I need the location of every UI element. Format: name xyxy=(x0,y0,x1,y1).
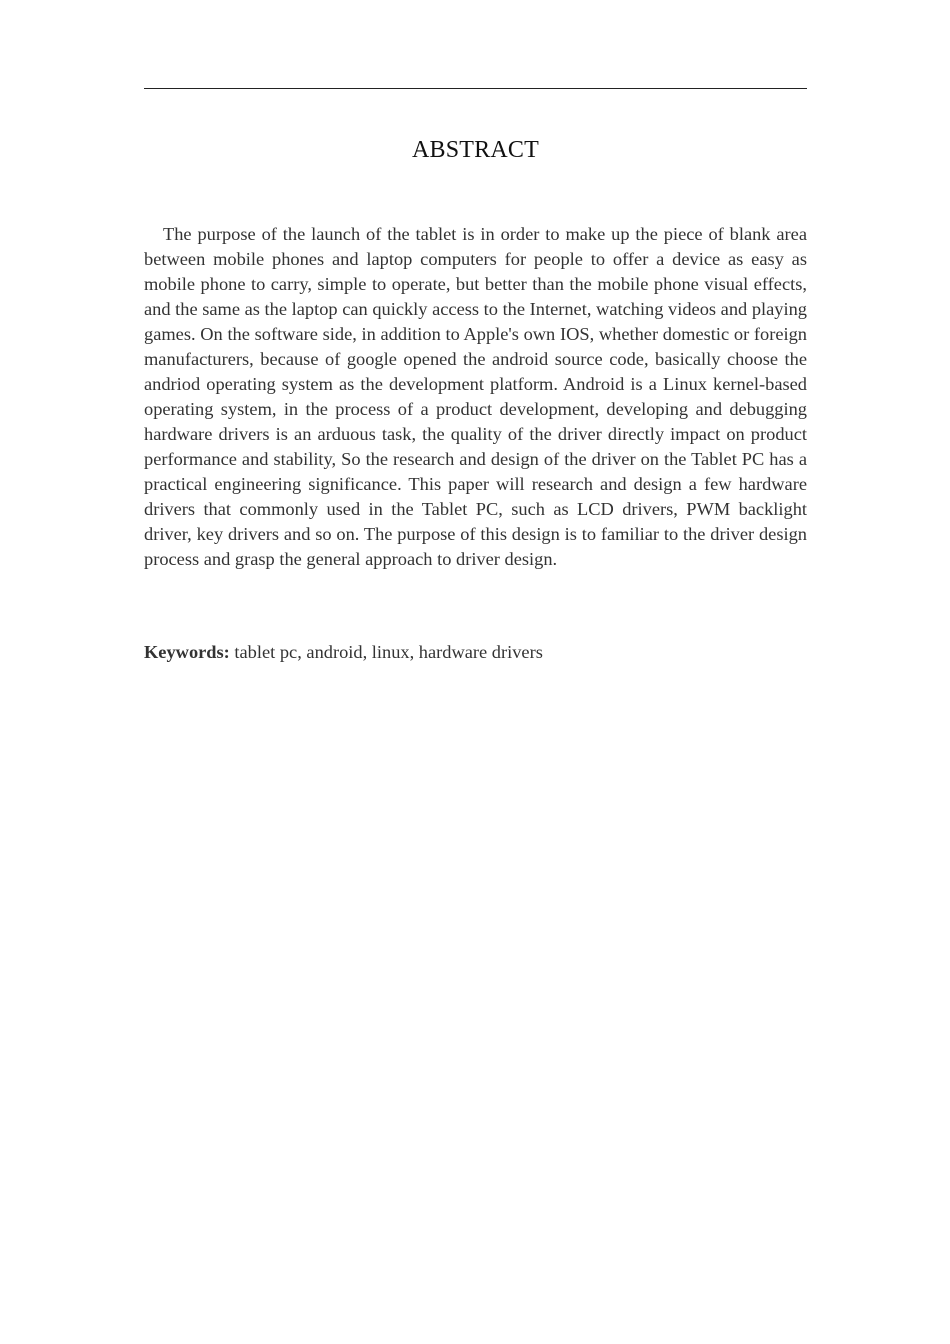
abstract-paragraph: The purpose of the launch of the tablet is in order to make up the piece of blank area between mobile phones and laptop computers for people to offer a device as easy as mobile phone to carry, simple to operate, but better than the mobile phone visual effects, and the same as the laptop can quickly access to the Internet, watching videos and playing games. On the software side, in addition to Apple's own IOS, whether domestic or foreign manufacturers, because of google opened the android source code, basically choose the andriod operating system as the development platform. Android is a Linux kernel-based operating system, in the process of a product development, developing and debugging hardware drivers is an arduous task, the quality of the driver directly impact on product performance and stability, So the research and design of the driver on the Tablet PC has a practical engineering significance. This paper will research and design a few hardware drivers that commonly used in the Tablet PC, such as LCD drivers, PWM backlight driver, key drivers and so on. The purpose of this design is to familiar to the driver design process and grasp the general approach to driver design. xyxy=(144,224,807,569)
keywords-line xyxy=(144,640,807,665)
page-title: ABSTRACT xyxy=(412,137,539,163)
keywords-label: Keywords: xyxy=(144,642,230,662)
header-rule xyxy=(144,88,807,89)
keywords-text: tablet pc, android, linux, hardware drivers xyxy=(229,642,543,662)
